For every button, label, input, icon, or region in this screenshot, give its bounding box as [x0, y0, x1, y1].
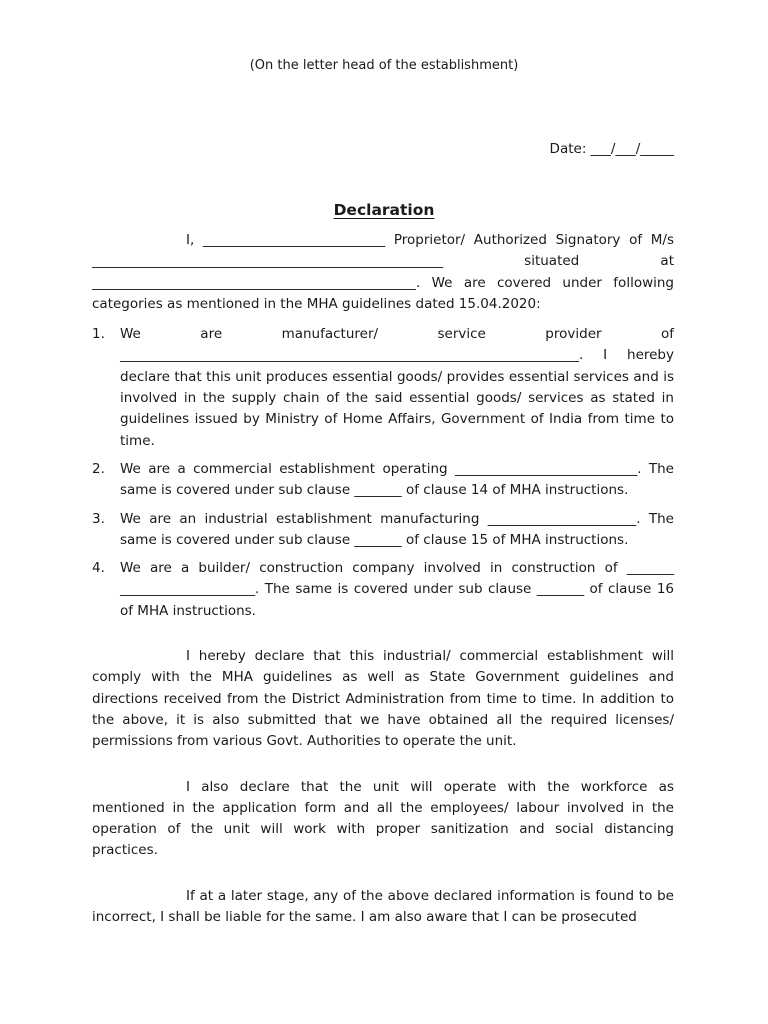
list-item-text: We are a builder/ construction company involved in construction of _______ ____________________. The same is covered under sub clause _______ of clause 16 of MHA instructions.: [120, 560, 674, 619]
document-title: Declaration: [333, 201, 435, 219]
document-body: [92, 230, 674, 928]
list-item: [92, 459, 674, 502]
compliance-paragraph: I hereby declare that this industrial/ commercial establishment will comply with the MHA guidelines as well as State Government guidelines and directions received from the District Administration from time to time. In addition to the above, it is also submitted that we have obtained all the required licenses/ permissions from various Govt. Authorities to operate the unit.: [92, 648, 674, 750]
declaration-list: [92, 324, 674, 622]
list-item-number: 2.: [92, 460, 105, 477]
date-field: Date: ___/___/_____: [549, 141, 674, 157]
list-item-number: 1.: [92, 326, 105, 343]
letterhead-note: (On the letter head of the establishment): [249, 58, 519, 73]
list-item-number: 4.: [92, 560, 105, 577]
list-item-text: We are manufacturer/ service provider of ____________________________________________________________________. I hereby declare that this unit produces essential goods/ provides essential services and is involved in the supply chain of the said essential goods/ services as stated in guidelines issued by Ministry of Home Affairs, Government of India from time to time.: [120, 326, 674, 449]
liability-paragraph: If at a later stage, any of the above declared information is found to be incorrect, I shall be liable for the same. I am also aware that I can be prosecuted: [92, 887, 674, 926]
list-item-text: We are an industrial establishment manufacturing ______________________. The same is covered under sub clause _______ of clause 15 of MHA instructions.: [120, 510, 674, 548]
intro-paragraph: I, ___________________________ Proprietor/ Authorized Signatory of M/s ____________________________________________________ situated at ________________________________________________. We are covered under following categories as mentioned in the MHA guidelines dated 15.04.2020:: [92, 232, 674, 312]
workforce-paragraph: I also declare that the unit will operate with the workforce as mentioned in the application form and all the employees/ labour involved in the operation of the unit will work with proper sanitization and social distancing practices.: [92, 778, 674, 859]
list-item: [92, 558, 674, 622]
list-item: [92, 324, 674, 452]
list-item-text: We are a commercial establishment operating ___________________________. The same is covered under sub clause _______ of clause 14 of MHA instructions.: [120, 460, 674, 499]
list-item: [92, 509, 674, 552]
list-item-number: 3.: [92, 510, 105, 527]
